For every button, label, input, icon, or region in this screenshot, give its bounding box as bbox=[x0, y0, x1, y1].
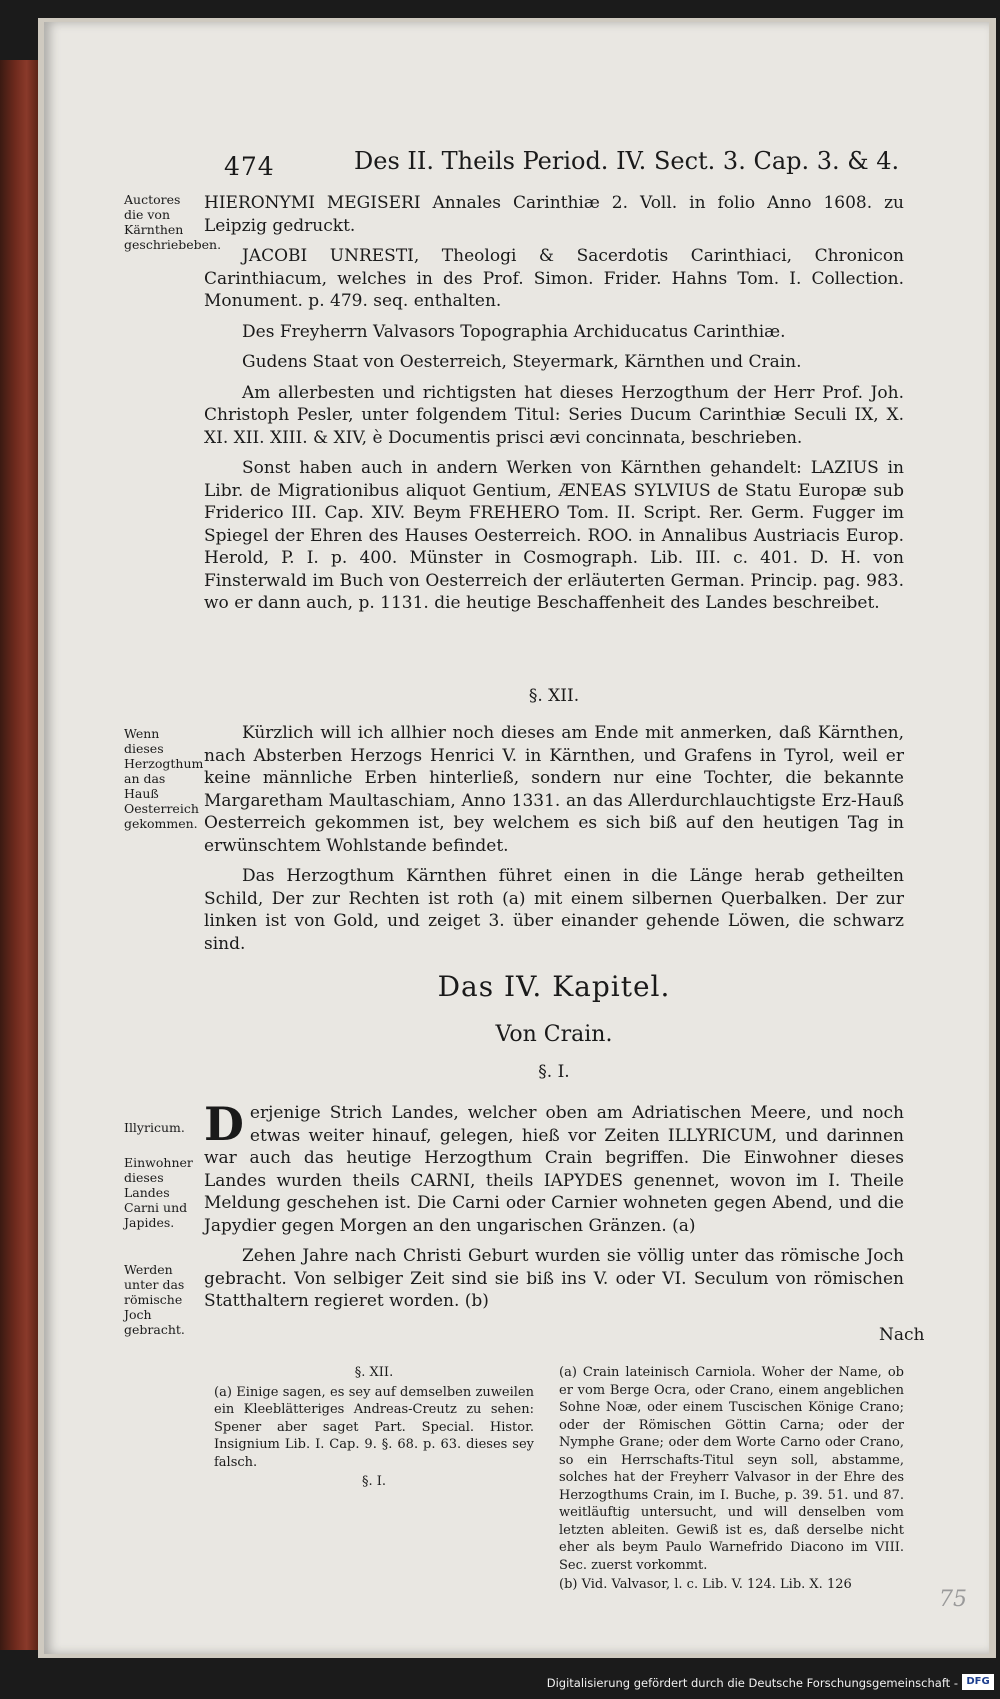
margin-note-auctores: Auctores die von Kärnthen geschriebeben. bbox=[124, 192, 222, 252]
margin-note-illyricum: Illyricum. bbox=[124, 1120, 185, 1135]
paragraph-text: erjenige Strich Landes, welcher oben am Adriatischen Meere, und noch etwas weiter hinauf, gelegen, hieß vor Zeiten ILLYRICUM, und darinnen war auch das heutige Herzogthum Crain begriffen. Die Einwohner dieses Landes wurden theils CARNI, theils IAPYDES genennet, wovon im I. Theile Meldung geschehen ist. Die Carni oder Carnier wohneten gegen Abend, und die Japydier gegen Morgen an den ungarischen Gränzen. (a) bbox=[204, 1103, 904, 1236]
chapter-title: Das IV. Kapitel. bbox=[437, 970, 671, 1003]
running-head: Des II. Theils Period. IV. Sect. 3. Cap. 3. & 4. bbox=[354, 147, 900, 175]
footnotes-left bbox=[214, 1362, 534, 1493]
paragraph bbox=[204, 1097, 904, 1237]
body-block-1 bbox=[204, 192, 904, 623]
chapter-subtitle: Von Crain. bbox=[495, 1022, 613, 1047]
dfg-logo-icon: DFG bbox=[962, 1674, 994, 1690]
paragraph: Das Herzogthum Kärnthen führet einen in die Länge herab getheilten Schild, Der zur Rechten ist roth (a) mit einem silbernen Querbalken. Der zur linken ist von Gold, und zeiget 3. über einander gehende Löwen, die schwarz sind. bbox=[204, 866, 904, 954]
paragraph: JACOBI UNRESTI, Theologi & Sacerdotis Carinthiaci, Chronicon Carinthiacum, welches in des Prof. Simon. Frider. Hahns Tom. I. Collection. Monument. p. 479. seq. enthalten. bbox=[204, 246, 904, 311]
footnote: (a) Crain lateinisch Carniola. Woher der Name, ob er vom Berge Ocra, oder Crano, einem angeblichen Sohne Noæ, oder einem Tuscischen Könige Crano; oder der Römischen Göttin Carna; oder der Nymphe Grane; oder dem Worte Carno oder Crano, so ein Herrschafts-Titul seyn soll, abstamme, solches hat der Freyherr Valvasor in der Ehre des Herzogthums Crain, im I. Buche, p. 39. 51. und 87. weitläuftig untersucht, und will denselben vom letzten ableiten. Gewiß ist es, daß derselbe nicht eher als beym Paulo Warnefrido Diacono im VIII. Sec. zuerst vorkommt. bbox=[559, 1365, 904, 1573]
book-spine-edge bbox=[0, 60, 38, 1650]
margin-note-wenn: Wenn dieses Herzogthum an das Hauß Oesterreich gekommen. bbox=[124, 726, 204, 831]
footnote-heading: §. XII. bbox=[354, 1365, 394, 1380]
footnote: (a) Einige sagen, es sey auf demselben zuweilen ein Kleeblätteriges Andreas-Creutz zu sehen: Spener aber saget Part. Special. Histor. Insignium Lib. I. Cap. 9. §. 68. p. 63. dieses sey falsch. bbox=[214, 1384, 534, 1470]
paragraph: Sonst haben auch in andern Werken von Kärnthen gehandelt: LAZIUS in Libr. de Migrationibus aliquot Gentium, ÆNEAS SYLVIUS de Statu Europæ sub Friderico III. Cap. XIV. Beym FREHERO Tom. II. Script. Rer. Germ. Fugger im Spiegel der Ehren des Hauses Oesterreich. ROO. in Annalibus Austriacis Europ. Herold, P. I. p. 400. Münster in Cosmograph. Lib. III. c. 401. D. H. von Finsterwald im Buch von Oesterreich der erläuterten German. Princip. pag. 983. wo er dann auch, p. 1131. die heutige Beschaffenheit des Landes beschreibet. bbox=[204, 458, 904, 613]
section-heading-xii: §. XII. bbox=[528, 686, 580, 706]
body-block-3 bbox=[204, 1097, 904, 1321]
footnote: (b) Vid. Valvasor, l. c. Lib. V. 124. Lib. X. 126 bbox=[559, 1577, 852, 1592]
body-block-2 bbox=[204, 722, 904, 963]
catchword: Nach bbox=[879, 1325, 925, 1345]
book-page bbox=[44, 22, 989, 1654]
paragraph: Des Freyherrn Valvasors Topographia Archiducatus Carinthiæ. bbox=[242, 321, 786, 342]
pencil-mark: 75 bbox=[939, 1587, 967, 1612]
paragraph: Am allerbesten und richtigsten hat dieses Herzogthum der Herr Prof. Joh. Christoph Pesler, unter folgendem Titul: Series Ducum Carinthiæ Seculi IX, X. XI. XII. XIII. & XIV, è Documentis prisci ævi concinnata, beschrieben. bbox=[204, 382, 904, 448]
footnote-heading: §. I. bbox=[361, 1474, 387, 1489]
paragraph: Zehen Jahre nach Christi Geburt wurden sie völlig unter das römische Joch gebracht. Von selbiger Zeit sind sie biß ins V. oder VI. Seculum von römischen Statthaltern regieret worden. (b) bbox=[204, 1246, 904, 1311]
margin-note-werden: Werden unter das römische Joch gebracht. bbox=[124, 1262, 185, 1337]
margin-note-einwohner: Einwohner dieses Landes Carni und Japides. bbox=[124, 1155, 193, 1230]
funding-notice: Digitalisierung gefördert durch die Deutsche Forschungsgemeinschaft - bbox=[546, 1676, 958, 1690]
footer-bar bbox=[0, 1668, 1000, 1699]
paragraph: Gudens Staat von Oesterreich, Steyermark, Kärnthen und Crain. bbox=[242, 352, 802, 372]
footnotes-right bbox=[559, 1364, 904, 1596]
paragraph: HIERONYMI MEGISERI Annales Carinthiæ 2. Voll. in folio Anno 1608. zu Leipzig gedruckt. bbox=[204, 193, 904, 236]
drop-cap: D bbox=[204, 1097, 244, 1151]
paragraph: Kürzlich will ich allhier noch dieses am Ende mit anmerken, daß Kärnthen, nach Absterben Herzogs Henrici V. in Kärnthen, und Grafens in Tyrol, weil er keine männliche Erben hinterließ, sondern nur eine Tochter, die bekannte Margaretham Maultaschiam, Anno 1331. an das Allerdurchlauchtigste Erz-Hauß Oesterreich gekommen ist, bey welchem es sich biß auf den heutigen Tag in erwünschtem Wohlstande befindet. bbox=[204, 723, 904, 856]
section-heading-i: §. I. bbox=[538, 1062, 570, 1082]
page-number: 474 bbox=[224, 152, 275, 181]
